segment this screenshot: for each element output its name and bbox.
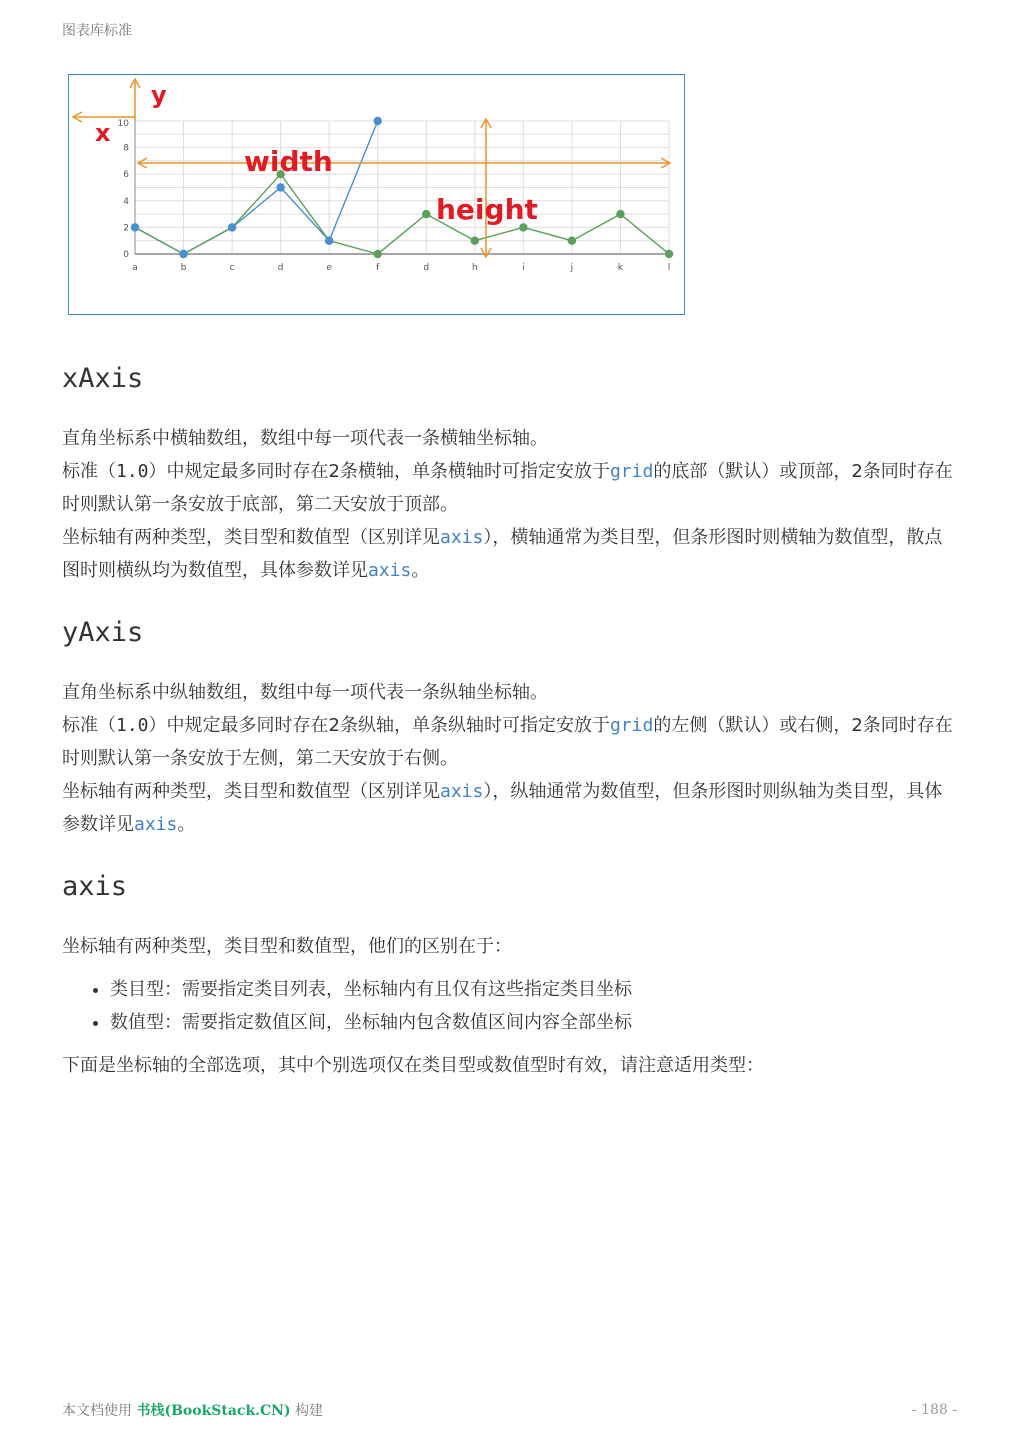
list-item: • 类目型：需要指定类目列表，坐标轴内有且仅有这些指定类目坐标 [110,973,958,1006]
data-point-blue [228,223,236,231]
section-title: xAxis [62,363,144,394]
x-tick-label: h [471,263,478,273]
x-tick-label: d [277,263,284,273]
axis-link[interactable]: axis [440,781,484,802]
x-tick-label: k [617,263,624,273]
y-tick-label: 8 [123,143,129,154]
axis-link[interactable]: axis [134,814,178,835]
text: ）中规定最多同时存在 [148,461,329,482]
label-y: y [151,81,167,109]
paragraph [62,676,958,709]
main-content [62,360,958,1109]
footer-brand-link[interactable]: 书栈(BookStack.CN) [136,1403,291,1419]
paragraph [62,709,958,775]
data-point-blue [131,223,139,231]
x-tick-label: e [326,263,332,273]
text: 条同时存在时则默认第一条安放于底部，第二天安放于顶部。 [62,461,953,515]
text: 条横轴，单条横轴时可指定安放于 [339,461,610,482]
data-point-green [374,250,382,258]
number: 2 [851,461,863,482]
page-header: 图表库标准 [62,23,132,39]
grid-link[interactable]: grid [609,715,654,736]
text: 。 [411,560,430,581]
y-tick-label: 4 [123,196,129,207]
text: 标准（ [62,461,116,482]
text: 坐标轴有两种类型，类目型和数值型（区别详见 [62,781,440,802]
section-title: yAxis [62,617,144,648]
x-tick-label: a [132,263,138,273]
paragraph [62,455,958,521]
y-tick-label: 0 [123,250,129,260]
paragraph: 下面是坐标轴的全部选项，其中个别选项仅在类目型或数值型时有效，请注意适用类型： [62,1055,764,1076]
x-tick-label: f [376,263,380,273]
bullet-list [62,973,958,1039]
y-tick-label: 6 [123,170,129,181]
section-yaxis [62,614,958,841]
label-width: width [244,145,333,178]
paragraph [62,422,958,455]
axis-diagram-figure [68,74,685,315]
y-tick-label: 2 [123,223,129,234]
number: 2 [851,715,863,736]
paragraph: 坐标轴有两种类型，类目型和数值型，他们的区别在于： [62,936,512,957]
page-number: - 188 - [911,1402,957,1418]
axis-diagram-svg [69,75,686,316]
text: ）中规定最多同时存在 [148,715,329,736]
x-tick-label: l [667,263,671,273]
text: 标准（ [62,715,116,736]
paragraph [62,521,958,587]
x-tick-label: c [229,263,235,273]
axis-link[interactable]: axis [440,527,484,548]
section-title: axis [62,871,128,902]
axis-link[interactable]: axis [368,560,412,581]
data-point-blue [325,237,333,245]
y-tick-label: 10 [117,119,129,129]
data-point-green [471,237,479,245]
version-code: 1.0 [116,461,149,482]
section-xaxis [62,360,958,587]
text: ），横轴通常为类目型，但条形图时则横轴为数值型，散点图时则横纵均为数值型，具体参数详见 [62,527,943,581]
x-tick-label: j [570,263,574,273]
text: 条同时存在时则默认第一条安放于左侧，第二天安放于右侧。 [62,715,953,769]
data-point-green [568,237,576,245]
data-point-green [422,210,430,218]
version-code: 1.0 [116,715,149,736]
text: 坐标轴有两种类型，类目型和数值型（区别详见 [62,527,440,548]
number: 2 [328,715,340,736]
text: 条纵轴，单条纵轴时可指定安放于 [339,715,610,736]
label-height: height [436,193,538,226]
grid-link[interactable]: grid [609,461,654,482]
x-tick-label: d [423,263,430,273]
data-point-blue [374,117,382,125]
text: 的底部（默认）或顶部， [653,461,852,482]
list-item: • 数值型：需要指定数值区间，坐标轴内包含数值区间内容全部坐标 [110,1006,958,1039]
x-tick-label: b [180,263,187,273]
page-footer [62,1400,323,1420]
number: 2 [328,461,340,482]
text: ），纵轴通常为数值型，但条形图时则纵轴为类目型，具体参数详见 [62,781,943,835]
data-point-green [665,250,673,258]
data-point-green [616,210,624,218]
data-point-blue [179,250,187,258]
text: 。 [177,814,196,835]
text: 的左侧（默认）或右侧， [653,715,852,736]
footer-prefix: 本文档使用 [62,1403,137,1419]
section-axis [62,868,958,1082]
label-x: x [95,119,111,147]
footer-suffix: 构建 [290,1403,324,1419]
x-tick-label: i [522,263,525,273]
text: 直角坐标系中纵轴数组，数组中每一项代表一条纵轴坐标轴。 [62,682,548,703]
data-point-blue [276,183,284,191]
text: 直角坐标系中横轴数组，数组中每一项代表一条横轴坐标轴。 [62,428,548,449]
paragraph [62,775,958,841]
